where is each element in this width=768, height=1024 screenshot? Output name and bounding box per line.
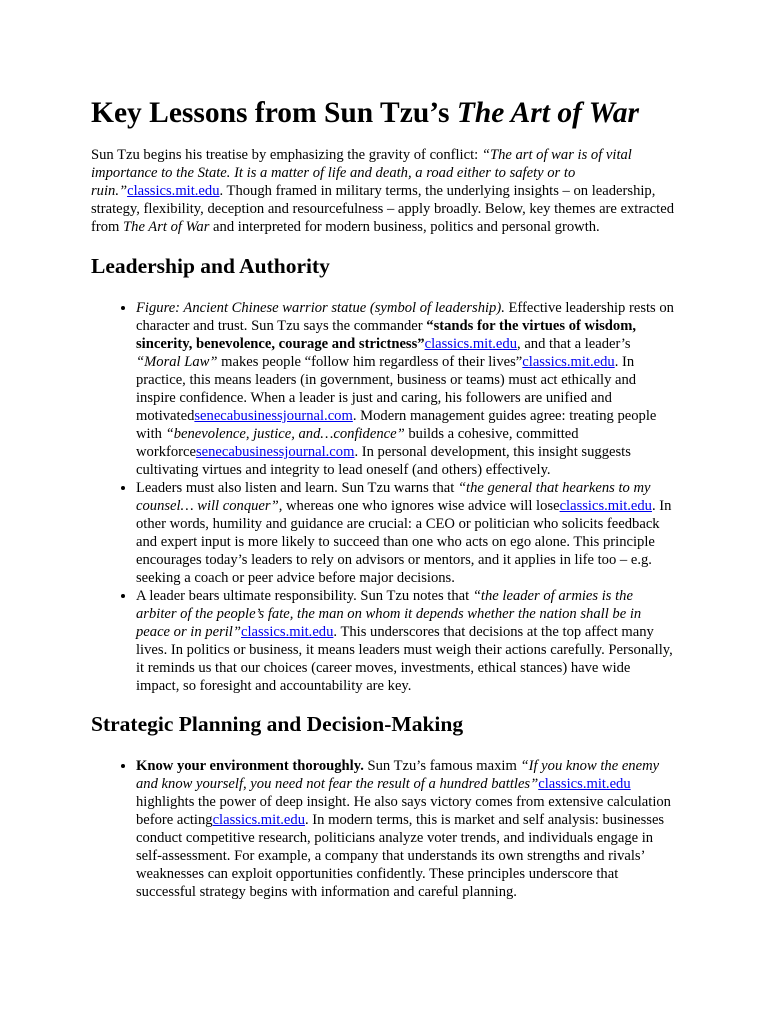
source-link[interactable]: classics.mit.edu <box>538 776 631 792</box>
item-text: , whereas one who ignores wise advice will lose <box>278 498 560 514</box>
item-text: highlights the power of deep insight. He also says victory comes from extensive calculation before acting <box>136 794 671 828</box>
strategy-list <box>91 757 677 901</box>
section-heading-strategy: Strategic Planning and Decision-Making <box>91 712 464 736</box>
intro-text: and interpreted for modern business, politics and personal growth. <box>209 219 600 235</box>
source-link[interactable]: senecabusinessjournal.com <box>194 408 353 424</box>
intro-text: . Though framed in military terms, the underlying insights – on leadership, strategy, flexibility, deception and resourcefulness – apply broadly. Below, key themes are extracted from <box>91 183 675 235</box>
item-text: Effective leadership rests on character and trust. Sun Tzu says the commander <box>136 300 674 334</box>
item-text: Leaders must also listen and learn. Sun Tzu warns that <box>136 480 458 496</box>
item-text: builds a cohesive, committed workforce <box>136 426 579 460</box>
item-text: makes people “follow him regardless of their lives” <box>217 354 523 370</box>
item-text: A leader bears ultimate responsibility. Sun Tzu notes that <box>136 588 473 604</box>
list-item <box>136 479 677 587</box>
italic-quote: “If you know the enemy and know yourself, you need not fear the result of a hundred battles” <box>136 758 660 792</box>
bold-quote: “stands for the virtues of wisdom, sincerity, benevolence, courage and strictness” <box>136 318 637 352</box>
intro-book-name: The Art of War <box>123 219 210 235</box>
title-text: Key Lessons from Sun Tzu’s <box>91 97 457 129</box>
list-item <box>136 299 677 479</box>
source-link[interactable]: classics.mit.edu <box>240 624 334 640</box>
item-text: . In other words, humility and guidance are crucial: a CEO or politician who solicits feedback and expert input is more likely to succeed than one who acts on ego alone. This principle encourages today’s leaders to rely on advisors or mentors, and it applies in life too – e.g. seeking a coach or peer advice before major decisions. <box>136 498 672 586</box>
page-title <box>91 0 677 130</box>
item-text: . In modern terms, this is market and self analysis: businesses conduct competitive research, politicians analyze voter trends, and individuals engage in self-assessment. For example, a company that understands its own strengths and rivals’ weaknesses can exploit opportunities confidently. These principles underscore that successful strategy begins with information and careful planning. <box>136 812 665 900</box>
item-text: . In practice, this means leaders (in government, business or teams) must act ethically and inspire confidence. When a leader is just and caring, his followers are unified and motivated <box>136 354 637 424</box>
italic-quote: “the general that hearkens to my counsel… will conquer” <box>136 480 651 514</box>
italic-quote: “Moral Law” <box>136 354 218 370</box>
source-link[interactable]: classics.mit.edu <box>559 498 652 514</box>
intro-paragraph <box>91 146 677 236</box>
source-link[interactable]: senecabusinessjournal.com <box>195 444 355 460</box>
source-link[interactable]: classics.mit.edu <box>522 354 615 370</box>
item-text: . Modern management guides agree: treating people with <box>136 408 657 442</box>
list-item <box>136 757 677 901</box>
italic-quote: “benevolence, justice, and…confidence” <box>165 426 405 442</box>
intro-quote: “The art of war is of vital importance to the State. It is a matter of life and death, a road either to safety or to ruin.” <box>91 147 632 199</box>
source-link[interactable]: classics.mit.edu <box>212 812 305 828</box>
section-heading-leadership: Leadership and Authority <box>91 254 330 278</box>
leadership-list <box>91 299 677 695</box>
list-item <box>136 587 677 695</box>
italic-quote: “the leader of armies is the arbiter of the people’s fate, the man on whom it depends whether the nation shall be in peace or in peril” <box>136 588 642 640</box>
intro-text: Sun Tzu begins his treatise by emphasizing the gravity of conflict: <box>91 147 482 163</box>
figure-caption: Figure: Ancient Chinese warrior statue (symbol of leadership). <box>136 300 505 316</box>
source-link[interactable]: classics.mit.edu <box>424 336 518 352</box>
source-link[interactable]: classics.mit.edu <box>127 183 220 199</box>
item-text: Sun Tzu’s famous maxim <box>363 758 521 774</box>
item-text: . In personal development, this insight suggests cultivating virtues and integrity to lead oneself (and others) effectively. <box>136 444 631 478</box>
item-text: . This underscores that decisions at the top affect many lives. In politics or business, it means leaders must weigh their actions carefully. Personally, it reminds us that our choices (career moves, investments, ethical stances) have wide impact, so foresight and accountability are key. <box>136 624 673 694</box>
item-text: , and that a leader’s <box>517 336 631 352</box>
bold-lead: Know your environment thoroughly. <box>136 758 364 774</box>
title-book-name: The Art of War <box>456 97 640 129</box>
